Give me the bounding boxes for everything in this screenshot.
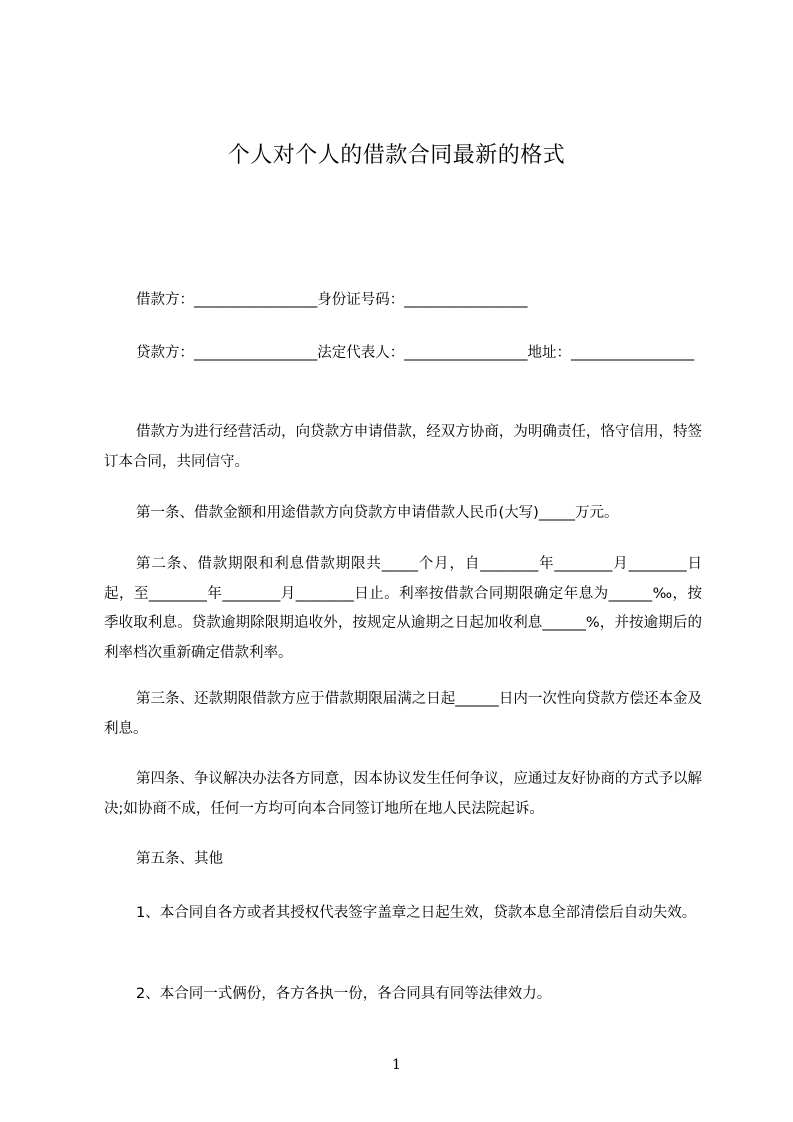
clause-5-2: 2、本合同一式俩份，各方各执一份，各合同具有同等法律效力。 (136, 986, 552, 1002)
preamble-paragraph: 借款方为进行经营活动，向贷款方申请借款，经双方协商，为明确责任，恪守信用，特签订本合同，共同信守。 (104, 424, 702, 470)
article-1-amount: 第一条、借款金额和用途借款方向贷款方申请借款人民币(大写)_____万元。 (136, 505, 619, 521)
article-4-dispute: 第四条、争议解决办法各方同意，因本协议发生任何争议，应通过友好协商的方式予以解决;如协商不成，任何一方均可向本合同签订地所在地人民法院起诉。 (104, 771, 702, 817)
document-title: 个人对个人的借款合同最新的格式 (227, 143, 566, 168)
article-2-term-interest: 第二条、借款期限和利息借款期限共_____个月，自________年________月________日起，至________年________月________日止。利率按借款合同期限确定年息为______‰，按季收取利息。贷款逾期除限期追收外，按规定从逾期之日起加收利息______%，并按逾期后的利率档次重新确定借款利率。 (104, 556, 702, 661)
page-number: 1 (392, 1057, 401, 1073)
lender-line: 贷款方：_________________法定代表人：_________________地址：_________________ (136, 345, 695, 361)
article-3-repayment: 第三条、还款期限借款方应于借款期限届满之日起______日内一次性向贷款方偿还本金及利息。 (104, 691, 702, 737)
borrower-line: 借款方：_________________身份证号码：_________________ (136, 292, 528, 308)
article-5-heading: 第五条、其他 (136, 851, 223, 867)
clause-5-1: 1、本合同自各方或者其授权代表签字盖章之日起生效，贷款本息全部清偿后自动失效。 (136, 905, 697, 921)
